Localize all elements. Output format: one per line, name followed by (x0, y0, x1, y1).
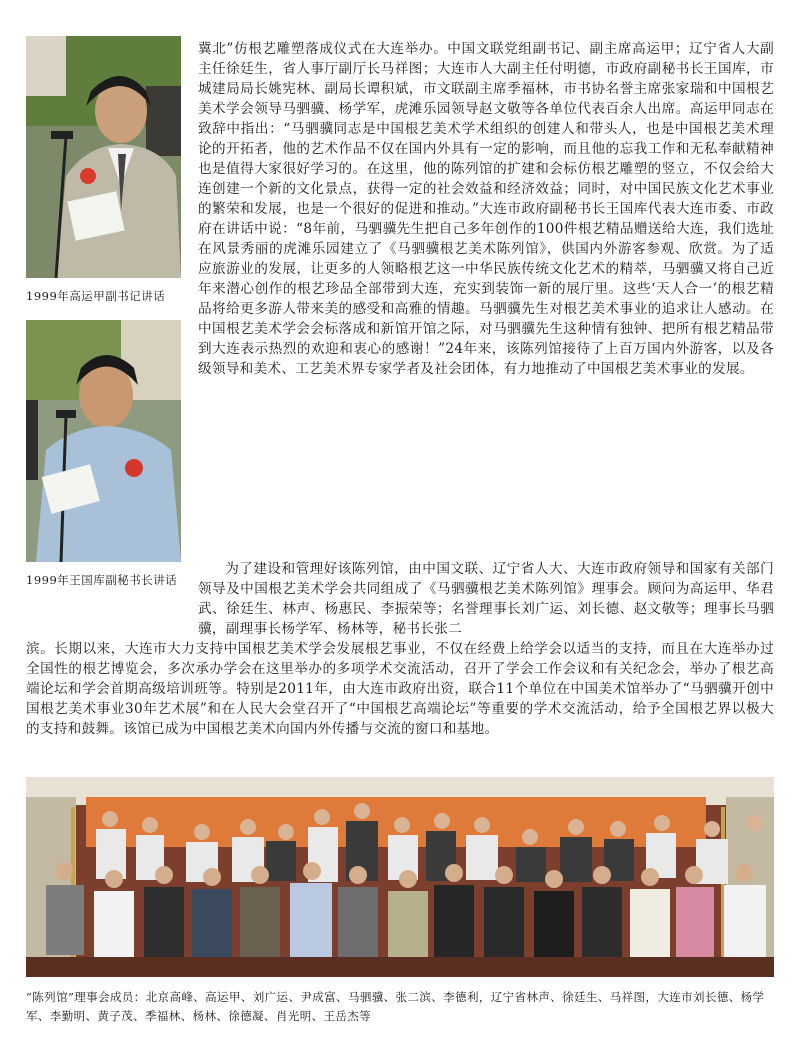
photo-speaker-gao (26, 36, 181, 278)
photo-speaker-wang (26, 320, 181, 562)
photo-caption-wang: 1999年王国库副秘书长讲话 (26, 573, 178, 587)
group-photo-caption: “陈列馆”理事会成员：北京高峰、高运甲、刘广运、尹成富、马驷骥、张二滨、李德利，辽宁省林声、徐廷生、马祥图，大连市刘长德、杨学军、李勤明、黄子茂、季福林、杨林、徐德凝、肖光明、王岳杰等 (26, 990, 765, 1023)
photo-speaker-wang-image (26, 320, 181, 562)
article-paragraph-2-part-1: 为了建设和管理好该陈列馆，由中国文联、辽宁省人大、大连市政府领导和国家有关部门领导及中国根艺美术学会共同组成了《马驷骥根艺美术陈列馆》理事会。顾问为高运甲、华君武、徐廷生、林声、杨惠民、李振荣等；名誉理事长刘广运、刘长德、赵文敬等；理事长马驷骥，副理事长杨学军、杨林等，秘书长张二 (198, 561, 774, 637)
article-paragraph-2-part-2: 滨。长期以来，大连市大力支持中国根艺美术学会发展根艺事业，不仅在经费上给学会以适当的支持，而且在大连举办过全国性的根艺博览会，多次承办学会在这里举办的多项学术交流活动，召开了学会工作会议和有关纪念会，举办了根艺高端论坛和学会首期高级培训班等。特别是2011年，由大连市政府出资，联合11个单位在中国美术馆举办了“马驷骥开创中国根艺美术事业30年艺术展”和在人民大会堂召开了“中国根艺高端论坛”等重要的学术交流活动，给予全国根艺界以极大的支持和鼓舞。该馆已成为中国根艺美术向国内外传播与交流的窗口和基地。 (26, 641, 774, 737)
photo-caption-gao: 1999年高运甲副书记讲话 (26, 289, 166, 303)
photo-speaker-gao-image (26, 36, 181, 278)
article-paragraph-1: 冀北”仿根艺雕塑落成仪式在大连举办。中国文联党组副书记、副主席高运甲；辽宁省人大副主任徐廷生，省人事厅副厅长马祥图；大连市人大副主任付明德，市政府副秘书长王国库，市城建局局长姚宪林、副局长谭积斌，市文联副主席季福林，市书协名誉主席张家瑞和中国根艺美术学会领导马驷骥、杨学军，虎滩乐园领导赵文敬等各单位代表百余人出席。高运甲同志在致辞中指出：“马驷骥同志是中国根艺美术学术组织的创建人和带头人，也是中国根艺美术理论的开拓者，他的艺术作品不仅在国内外具有一定的影响，而且他的忘我工作和无私奉献精神也是值得大家很好学习的。在这里，他的陈列馆的扩建和会标仿根艺雕塑的竖立，不仅会给大连创建一个新的文化景点，获得一定的社会效益和经济效益；同时，对中国民族文化艺术事业的繁荣和发展，也是一个很好的促进和推动。”大连市政府副秘书长王国库代表大连市委、市政府在讲话中说：“8年前，马驷骥先生把自己多年创作的100件根艺精品赠送给大连，我们选址在风景秀丽的虎滩乐园建立了《马驷骥根艺美术陈列馆》，供国内外游客参观、欣赏。为了适应旅游业的发展，让更多的人领略根艺这一中华民族传统文化艺术的精萃，马驷骥又将自己近年来潜心创作的根艺珍品全部带到大连，充实到装饰一新的展厅里。这些‘天人合一’的根艺精品将给更多游人带来美的感受和高雅的情趣。马驷骥先生对根艺美术事业的追求让人感动。在中国根艺美术学会会标落成和新馆开馆之际，对马驷骥先生这种情有独钟、把所有根艺精品带到大连表示热烈的欢迎和衷心的感谢！”24年来，该陈列馆接待了上百万国内外游客，以及各级领导和美术、工艺美术界专家学者及社会团体，有力地推动了中国根艺美术事业的发展。 (198, 41, 774, 377)
photo-council-group (26, 777, 774, 977)
photo-council-group-image (26, 777, 774, 977)
